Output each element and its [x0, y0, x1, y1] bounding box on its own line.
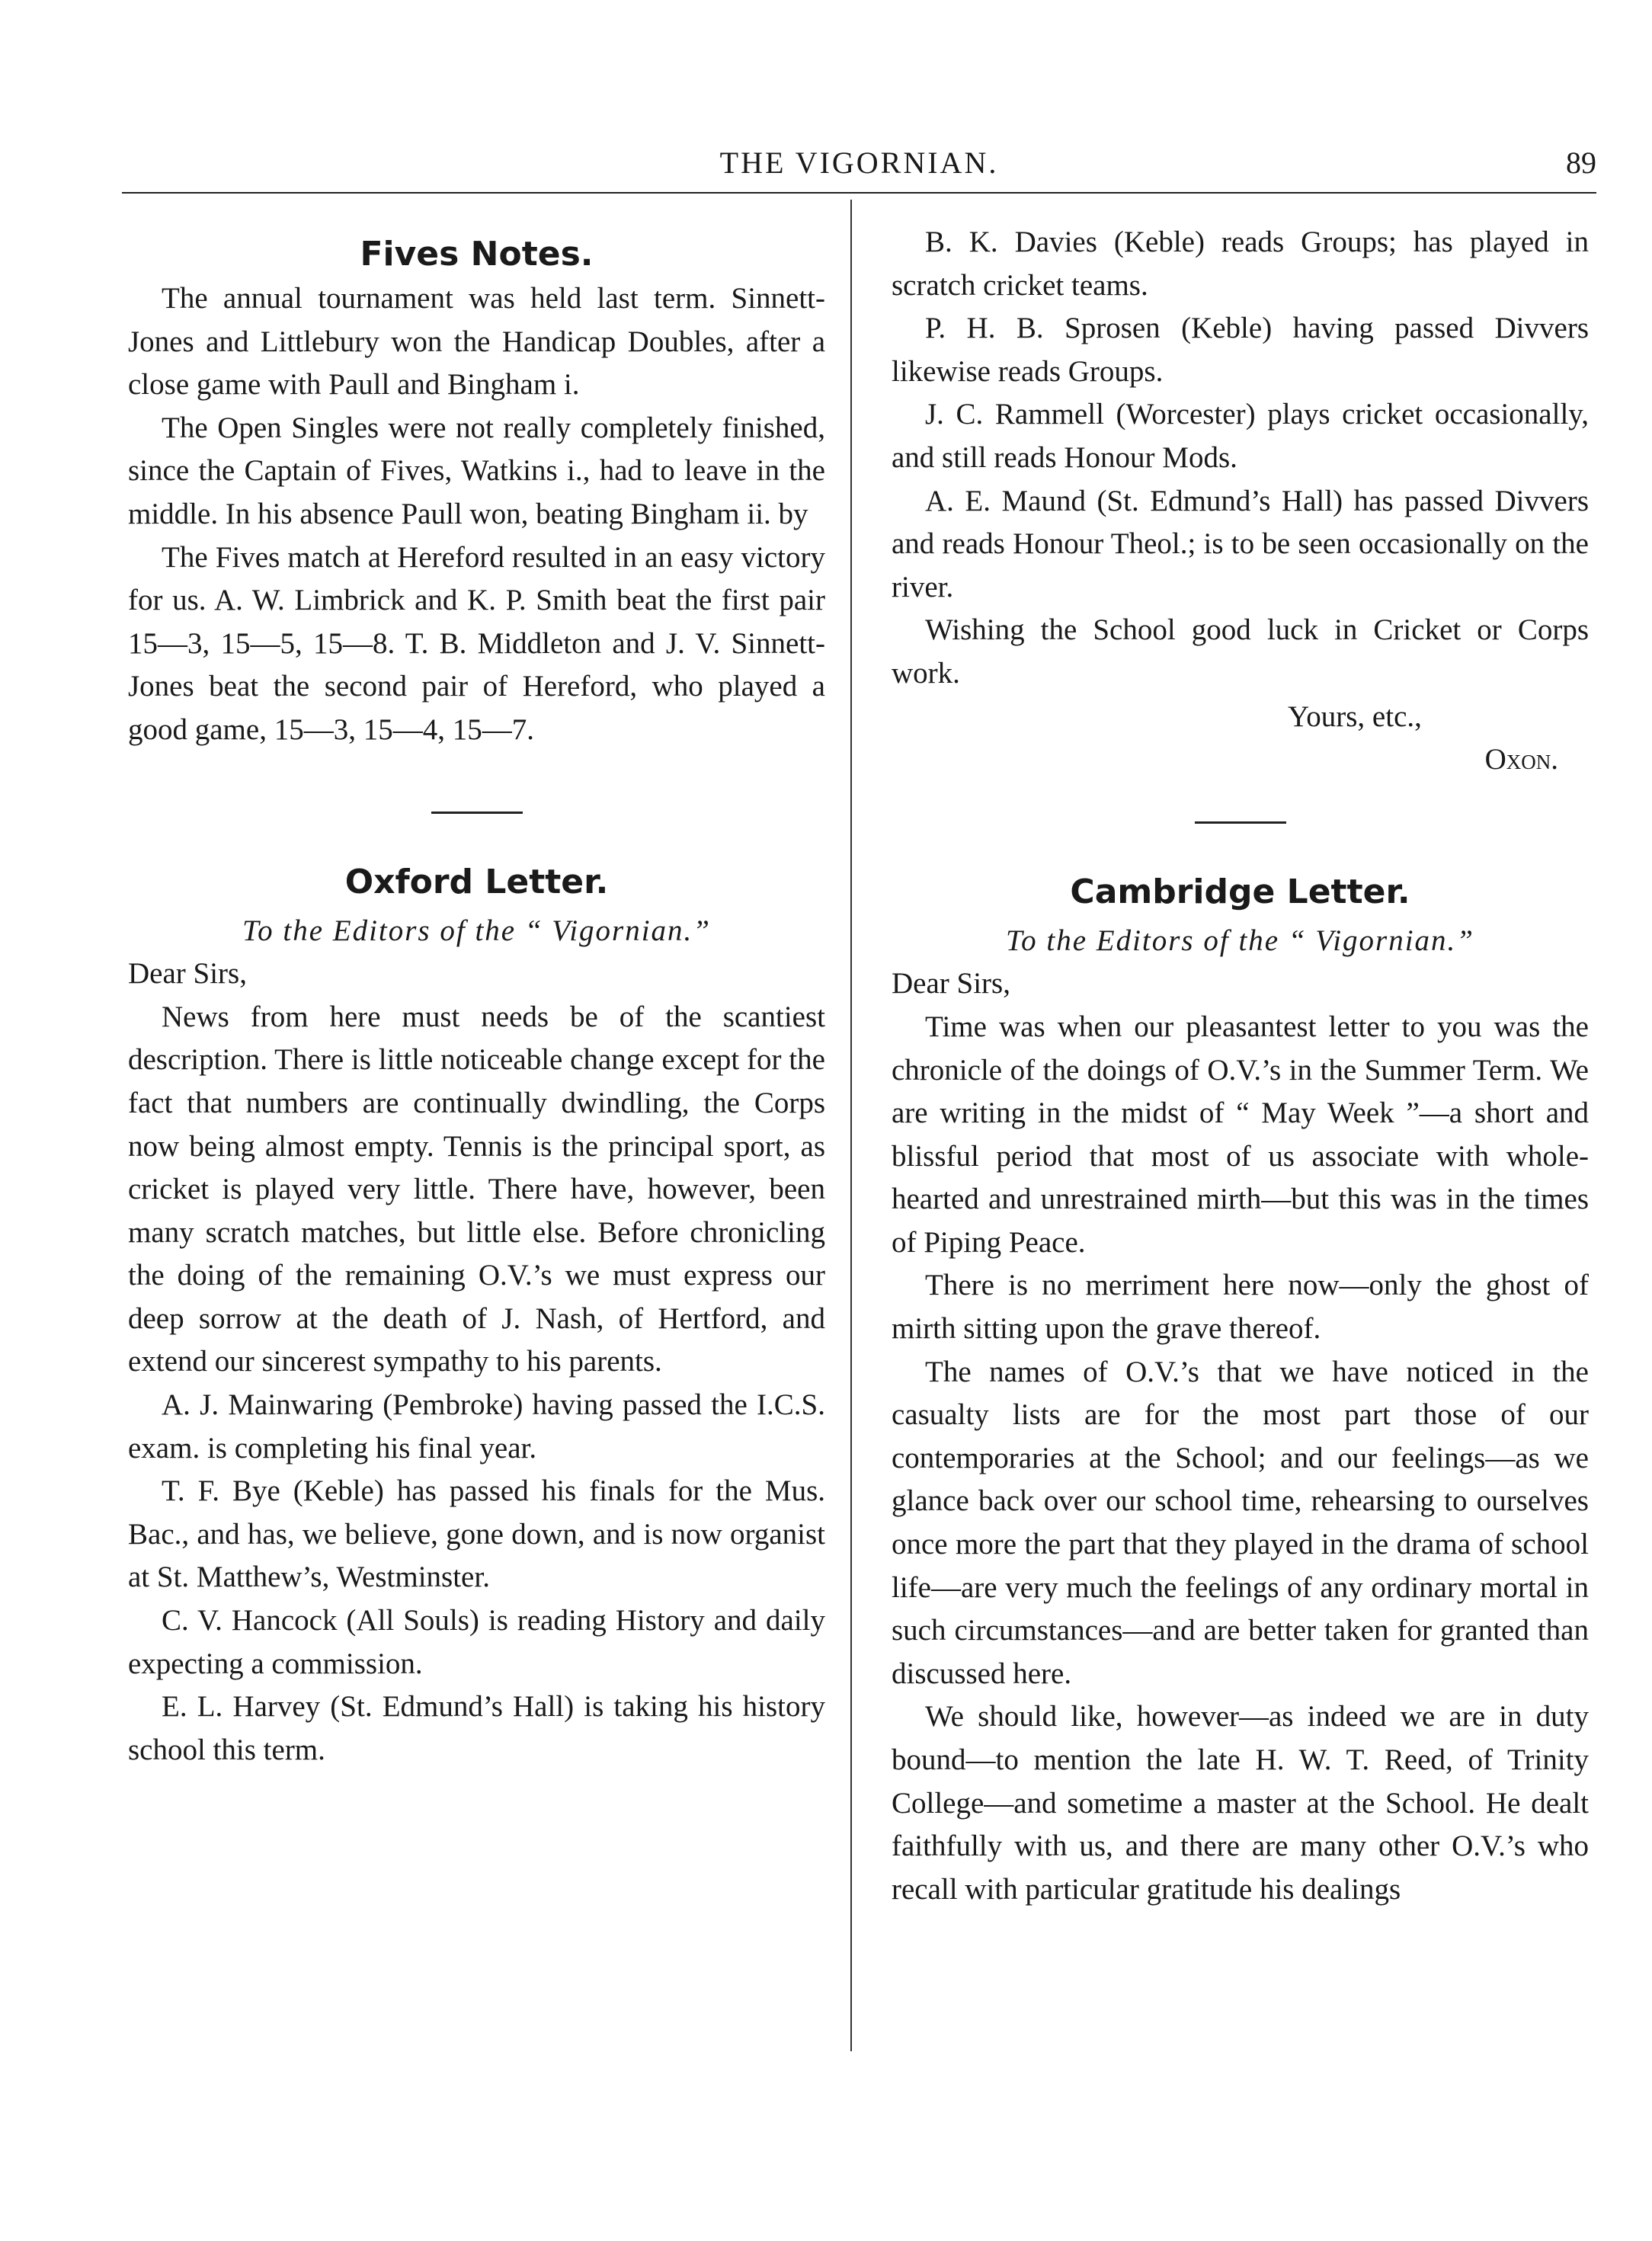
cambridge-paragraph: Time was when our pleasantest letter to you was the chronicle of the doings of O.V.’s in the Summer Term. We are writing in the midst of “ May Week ”—a short and blissful period that most of us associate with whole-hearted and unrestrained mirth—but this was in the times of Piping Peace.: [892, 1010, 1589, 1259]
oxford-paragraph: B. K. Davies (Keble) reads Groups; has played in scratch cricket teams.: [892, 226, 1589, 302]
oxford-letter-body: [128, 996, 825, 1772]
oxford-paragraph: J. C. Rammell (Worcester) plays cricket occasionally, and still reads Honour Mods.: [892, 398, 1589, 474]
oxford-heading: Oxford Letter.: [344, 862, 609, 901]
fives-paragraph: The Fives match at Hereford resulted in an easy victory for us. A. W. Limbrick and K. P. Smith beat the first pair 15—3, 15—5, 15—8. T. B. Middleton and J. V. Sinnett-Jones beat the second pair of Hereford, who played a good game, 15—3, 15—4, 15—7.: [128, 540, 825, 746]
oxford-paragraph: C. V. Hancock (All Souls) is reading History and daily expecting a commission.: [128, 1604, 825, 1680]
page-number: 89: [1566, 146, 1596, 180]
oxford-paragraph: A. J. Mainwaring (Pembroke) having passed the I.C.S. exam. is completing his final year.: [128, 1388, 825, 1465]
cambridge-letter-body: [892, 1006, 1589, 1911]
fives-paragraph: The annual tournament was held last term. Sinnett-Jones and Littlebury won the Handicap Doubles, after a close game with Paull and Bingham i.: [128, 282, 825, 402]
oxford-paragraph: T. F. Bye (Keble) has passed his finals for the Mus. Bac., and has, we believe, gone down, and is now organist at St. Matthew’s, Westminster.: [128, 1474, 825, 1594]
cambridge-address: To the Editors of the “ Vigornian.”: [1006, 924, 1474, 957]
oxford-letter-continued: [892, 221, 1589, 696]
oxford-salutation: Dear Sirs,: [128, 957, 247, 991]
cambridge-heading: Cambridge Letter.: [1070, 872, 1410, 911]
column-divider: [850, 200, 852, 2051]
right-column: [892, 200, 1589, 1911]
oxford-paragraph: Wishing the School good luck in Cricket or Corps work.: [892, 613, 1589, 690]
oxford-paragraph: E. L. Harvey (St. Edmund’s Hall) is taking his history school this term.: [128, 1690, 825, 1766]
fives-paragraph: The Open Singles were not really completely finished, since the Captain of Fives, Watkins i., had to leave in the middle. In his absence Paull won, beating Bingham ii. by: [128, 411, 825, 530]
section-divider: [1195, 821, 1286, 824]
oxford-closing: Yours, etc.,: [1288, 700, 1422, 733]
oxford-paragraph: News from here must needs be of the scantiest description. There is little noticeable change except for the fact that numbers are continually dwindling, the Corps now being almost empty. Tennis is the principal sport, as cricket is played very little. There have, however, been many scratch matches, but little else. Before chronicling the doing of the remaining O.V.’s we must express our deep sorrow at the death of J. Nash, of Hertford, and extend our sincerest sympathy to his parents.: [128, 1000, 825, 1378]
section-divider: [431, 812, 523, 814]
cambridge-paragraph: There is no merriment here now—only the ghost of mirth sitting upon the grave thereof.: [892, 1269, 1589, 1346]
oxford-paragraph: A. E. Maund (St. Edmund’s Hall) has passed Divvers and reads Honour Theol.; is to be seen occasionally on the river.: [892, 484, 1589, 603]
running-title: THE VIGORNIAN.: [719, 146, 999, 180]
oxford-address: To the Editors of the “ Vigornian.”: [242, 914, 711, 947]
oxford-paragraph: P. H. B. Sprosen (Keble) having passed Divvers likewise reads Groups.: [892, 312, 1589, 388]
left-column: [128, 200, 825, 1772]
fives-heading: Fives Notes.: [360, 235, 594, 274]
cambridge-salutation: Dear Sirs,: [892, 967, 1010, 1000]
cambridge-paragraph: The names of O.V.’s that we have noticed in the casualty lists are for the most part those of our contemporaries at the School; and our feelings—as we glance back over our school time, rehearsing to ourselves once more the part that they played in the drama of school life—are very much the feelings of any ordinary mortal in such circumstances—and are better taken for granted than discussed here.: [892, 1355, 1589, 1690]
cambridge-paragraph: We should like, however—as indeed we are in duty bound—to mention the late H. W. T. Reed, of Trinity College—and sometime a master at the School. He dealt faithfully with us, and there are many other O.V.’s who recall with particular gratitude his dealings: [892, 1700, 1589, 1906]
running-head: [122, 145, 1596, 194]
oxford-signature: Oxon.: [1484, 743, 1558, 776]
fives-section: [128, 277, 825, 752]
